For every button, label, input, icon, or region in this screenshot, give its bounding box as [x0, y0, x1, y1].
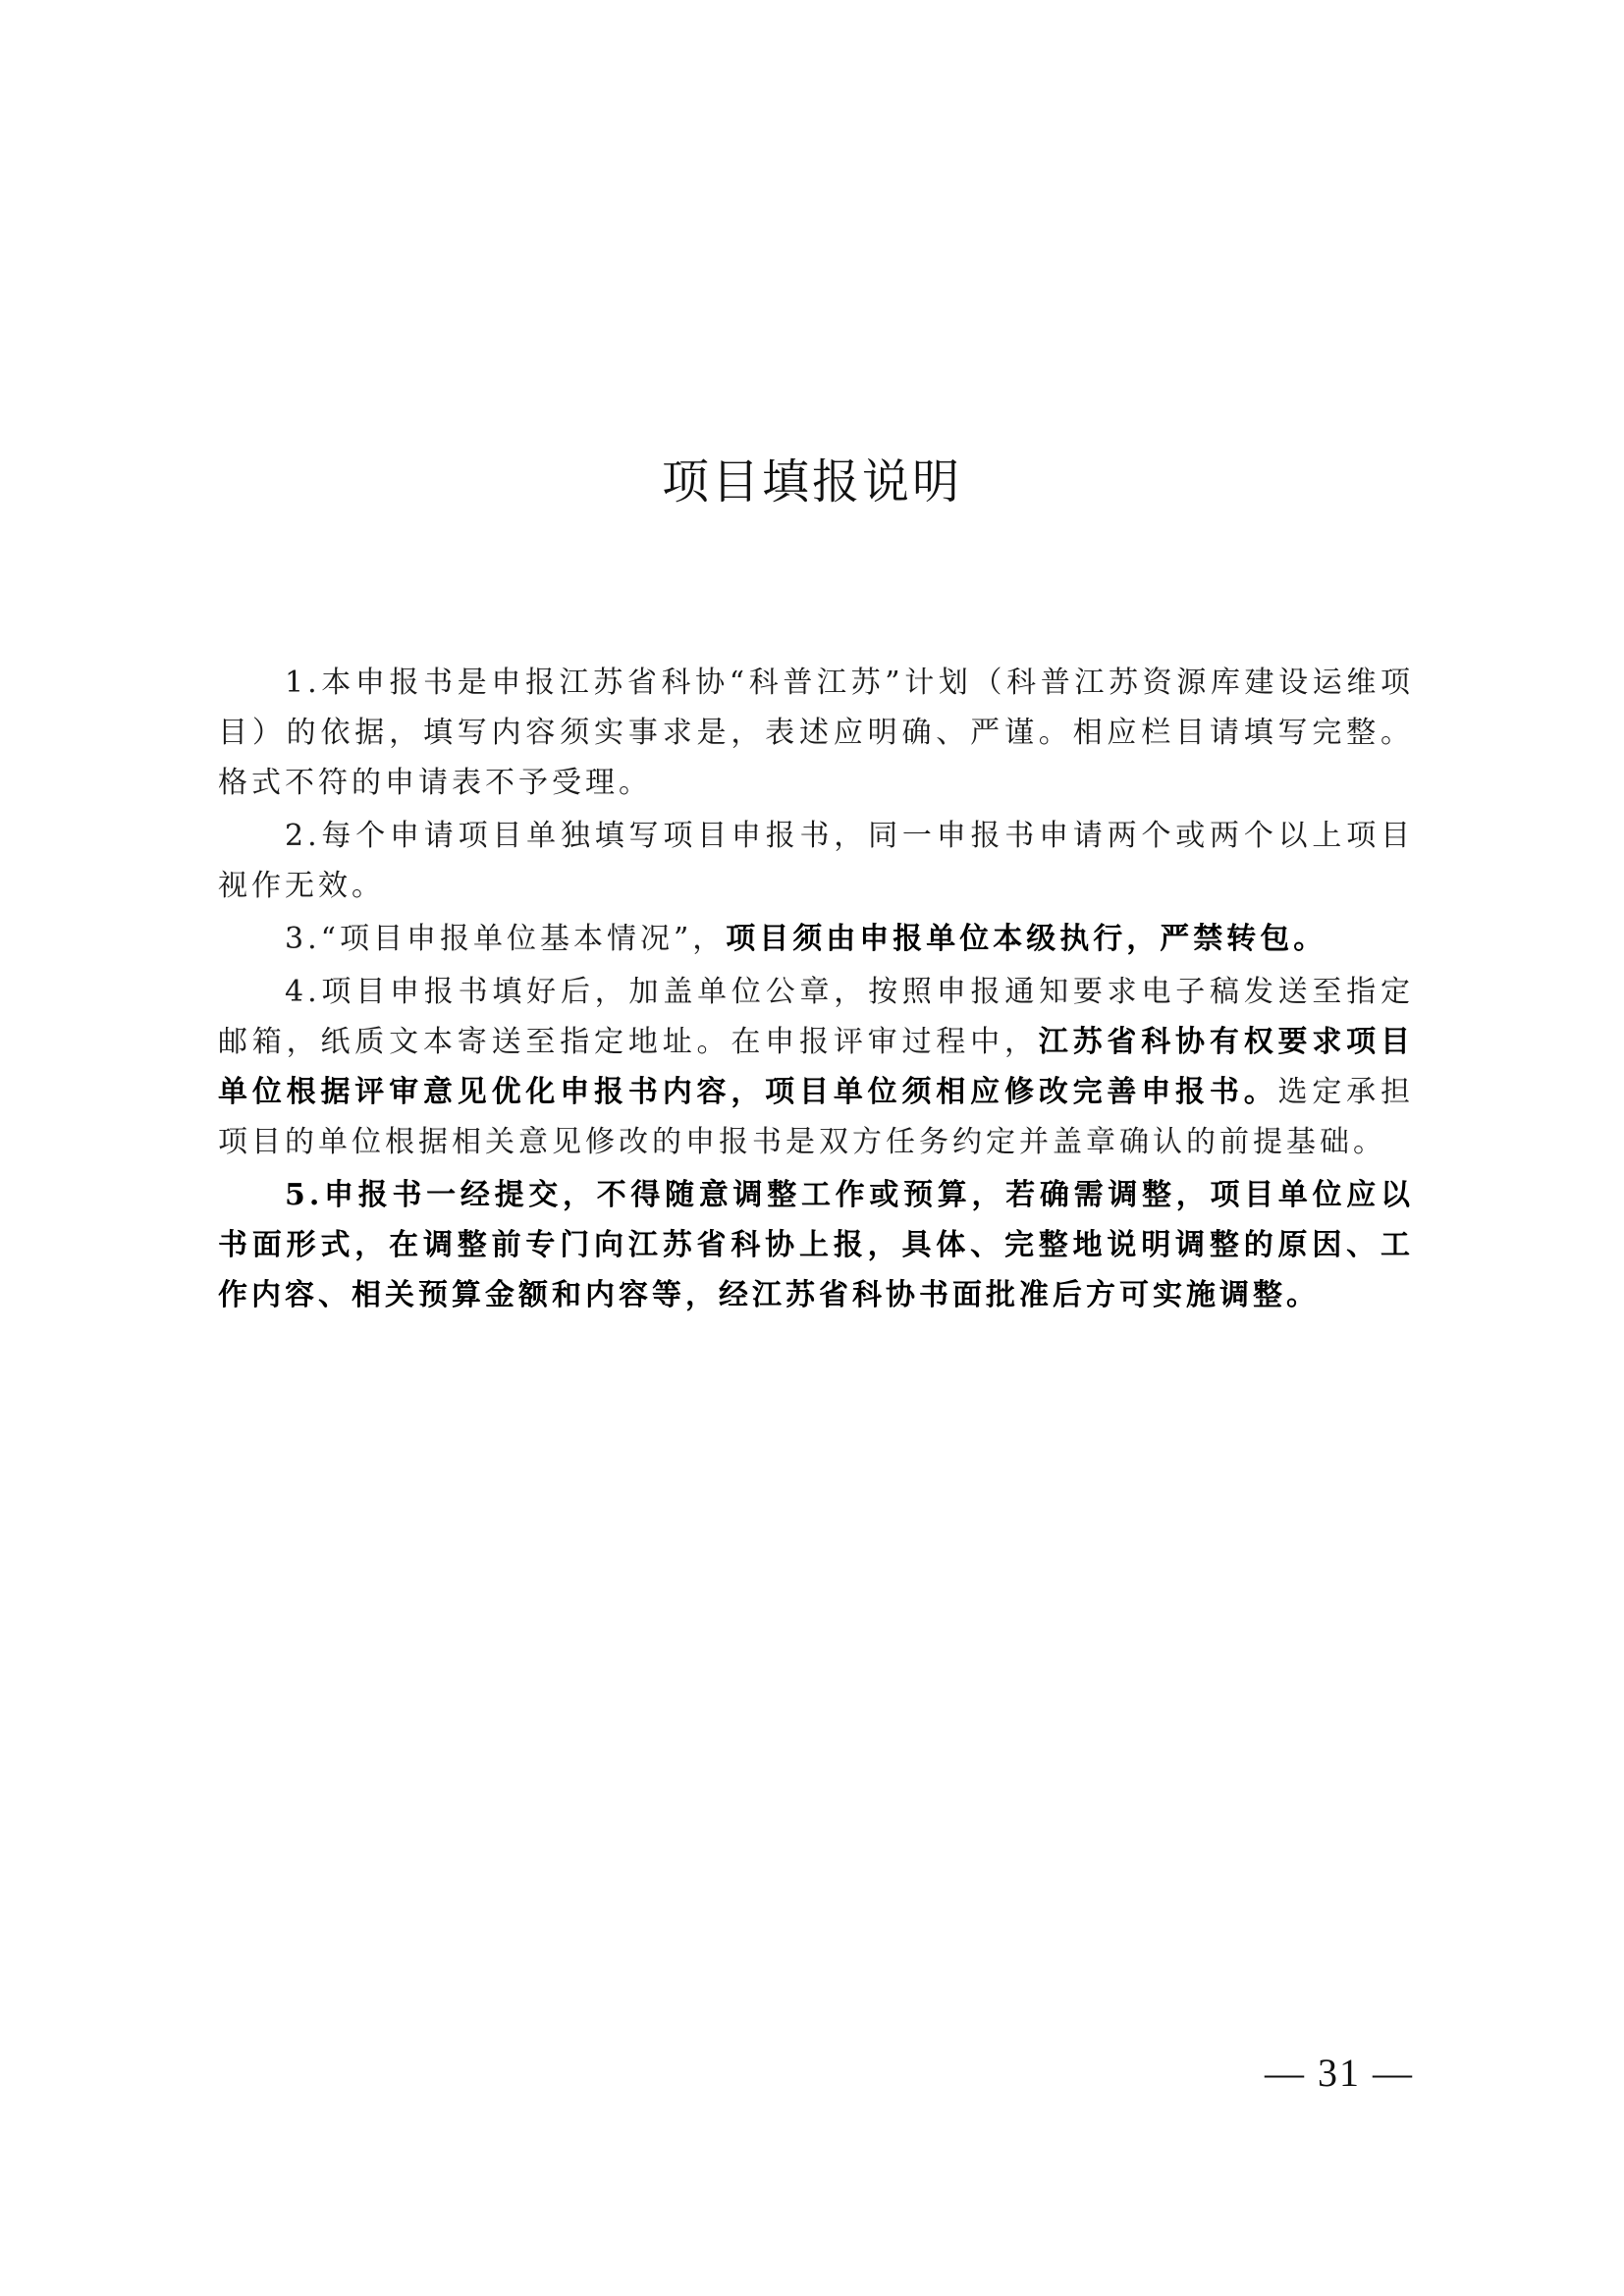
page-number: — 31 — — [1265, 2051, 1414, 2095]
paragraph-4-text-start: 4.项目申报书填好后，加盖单位公章，按照申报通知要求电子稿发送至指定邮箱，纸质文本寄送至指定地址。在申报评审过程中， — [218, 975, 1414, 1059]
instruction-paragraph-4 — [218, 967, 1414, 1167]
paragraph-4-emphasis: 江苏省科协有权要求项目单位根据评审意见优化申报书内容，项目单位须相应修改完善申报书。 — [218, 1025, 1415, 1109]
instruction-paragraph-1 — [218, 658, 1414, 808]
paragraph-1-text: 1.本申报书是申报江苏省科协“科普江苏”计划（科普江苏资源库建设运维项目）的依据，填写内容须实事求是，表述应明确、严谨。相应栏目请填写完整。格式不符的申请表不予受理。 — [218, 666, 1414, 800]
paragraph-5-text: 5.申报书一经提交，不得随意调整工作或预算，若确需调整，项目单位应以书面形式，在调整前专门向江苏省科协上报，具体、完整地说明调整的原因、工作内容、相关预算金额和内容等，经江苏省科协书面批准后方可实施调整。 — [218, 1178, 1414, 1312]
paragraph-3-text: 3.“项目申报单位基本情况”， — [285, 922, 727, 956]
instructions-body — [218, 658, 1414, 1323]
instruction-paragraph-3 — [218, 914, 1414, 964]
page-title: 项目填报说明 — [661, 454, 962, 509]
paragraph-2-text: 2.每个申请项目单独填写项目申报书，同一申报书申请两个或两个以上项目视作无效。 — [218, 819, 1414, 903]
paragraph-4-text-end: 选定承担项目的单位根据相关意见修改的申报书是双方任务约定并盖章确认的前提基础。 — [218, 1075, 1415, 1159]
instruction-paragraph-5 — [218, 1170, 1414, 1320]
paragraph-3-emphasis: 项目须由申报单位本级执行，严禁转包。 — [726, 922, 1327, 956]
instruction-paragraph-2 — [218, 811, 1414, 911]
